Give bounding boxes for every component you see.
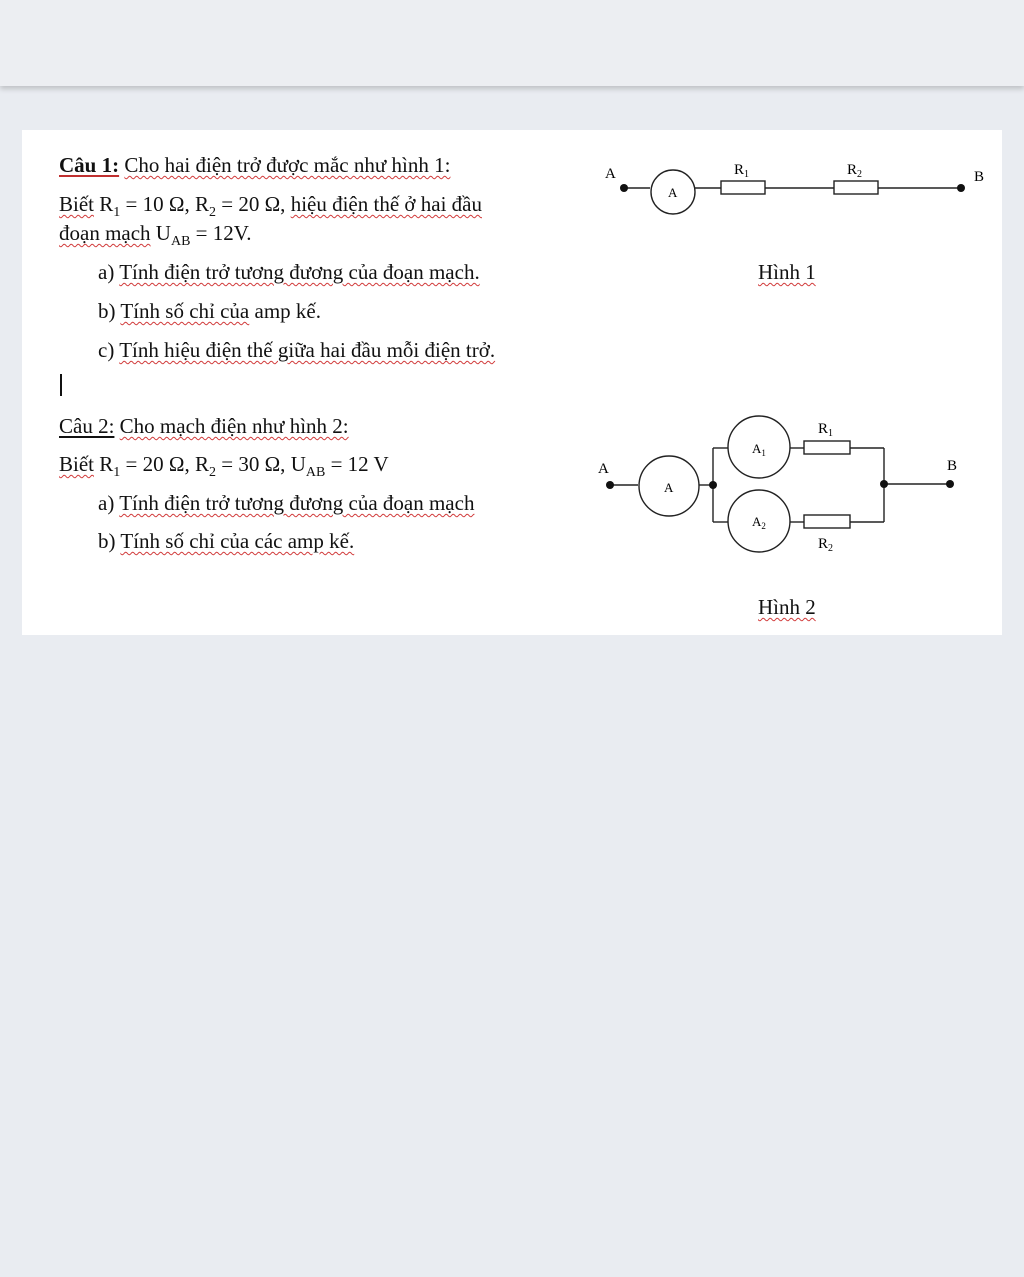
fig2-node-b-dot (946, 480, 954, 488)
fig2-junction-right (880, 480, 888, 488)
q2-part-b-text: Tính số chỉ của các amp kế. (120, 529, 355, 553)
q2-r2-symbol: R (194, 452, 209, 476)
q1-r2-symbol: R (194, 192, 209, 216)
q2-given-prefix: Biết (59, 452, 94, 476)
fig1-ammeter-label: A (668, 185, 678, 200)
q1-u-value: = 12V. (195, 221, 252, 245)
fig2-a2-label: $A_2$ (752, 514, 766, 531)
q1-r1-sub: 1 (113, 205, 121, 221)
fig1-node-a-label: A (605, 166, 616, 182)
q1-r2-value: = 20 Ω, (221, 192, 286, 216)
fig1-resistor-r2 (834, 181, 878, 194)
q2-part-b-label: b) (98, 529, 116, 553)
q1-part-a (98, 262, 480, 283)
q1-given-prefix: Biết (59, 192, 94, 216)
q2-r1-sub: 1 (113, 465, 121, 481)
figure-2-caption: Hình 2 (758, 595, 816, 619)
q1-part-a-label: a) (98, 260, 115, 284)
fig1-node-b-label: B (974, 169, 985, 185)
q1-intro-line (59, 155, 450, 176)
fig2-a1-label: $A_1$ (752, 441, 766, 458)
q1-given-line (59, 194, 482, 220)
q2-r2-sub: 2 (208, 465, 216, 481)
q1-part-b (98, 301, 321, 322)
q1-part-c (98, 340, 495, 361)
fig1-r1-label: $R_1$ (734, 162, 750, 180)
q1-u-sub: AB (170, 234, 191, 250)
fig2-resistor-r2 (804, 515, 850, 528)
fig1-resistor-r1 (721, 181, 765, 194)
q1-part-b-text: Tính số chỉ của (120, 299, 250, 323)
document-page (22, 130, 1002, 635)
q2-part-a-label: a) (98, 491, 115, 515)
q2-part-b (98, 531, 354, 552)
q1-u-symbol: U (155, 221, 171, 245)
q1-voltage-line (59, 223, 251, 249)
figure-2-circuit (592, 410, 992, 585)
fig2-resistor-r1 (804, 441, 850, 454)
q1-part-c-text: Tính hiệu điện thế giữa hai đầu mỗi điện trở. (119, 338, 496, 362)
q1-intro: Cho hai điện trở được mắc như hình 1: (124, 153, 451, 177)
fig2-node-b-label: B (947, 458, 958, 474)
figure-1-caption: Hình 1 (758, 260, 816, 284)
q1-r1-value: = 10 Ω, (125, 192, 190, 216)
q1-r2-sub: 2 (208, 205, 216, 221)
q1-part-a-text: Tính điện trở tương đương của đoạn mạch. (119, 260, 480, 284)
fig2-r2-label: $R_2$ (818, 536, 834, 554)
fig2-node-a-label: A (598, 461, 609, 477)
q2-title: Câu 2: (59, 414, 115, 438)
top-toolbar (0, 0, 1024, 86)
fig1-node-b-dot (957, 184, 965, 192)
q1-part-b-label: b) (98, 299, 116, 323)
q2-intro-line (59, 416, 349, 437)
q1-given-rest: hiệu điện thế ở hai đầu (290, 192, 482, 216)
q1-part-c-label: c) (98, 338, 115, 362)
fig1-r2-label: $R_2$ (847, 162, 863, 180)
fig2-node-a-dot (606, 481, 614, 489)
q1-r1-symbol: R (99, 192, 114, 216)
fig2-main-ammeter-label: A (664, 480, 674, 495)
q2-r2-value: = 30 Ω, (221, 452, 286, 476)
q1-part-b-text-end: amp kế. (254, 299, 321, 323)
q1-circuit-word: đoạn mạch (59, 221, 151, 245)
fig1-node-a-dot (620, 184, 628, 192)
q2-part-a-text: Tính điện trở tương đương của đoạn mạch (119, 491, 475, 515)
q2-part-a (98, 493, 474, 514)
fig2-junction-left (709, 481, 717, 489)
text-cursor (60, 374, 62, 396)
q2-intro: Cho mạch điện như hình 2: (119, 414, 349, 438)
fig2-r1-label: $R_1$ (818, 421, 834, 439)
q2-r1-value: = 20 Ω, (125, 452, 190, 476)
q2-given-line (59, 454, 389, 480)
q2-u-sub: AB (305, 465, 326, 481)
q2-u-value: = 12 V (330, 452, 389, 476)
q2-r1-symbol: R (99, 452, 114, 476)
q1-title: Câu 1: (59, 153, 120, 177)
q2-u-symbol: U (290, 452, 306, 476)
